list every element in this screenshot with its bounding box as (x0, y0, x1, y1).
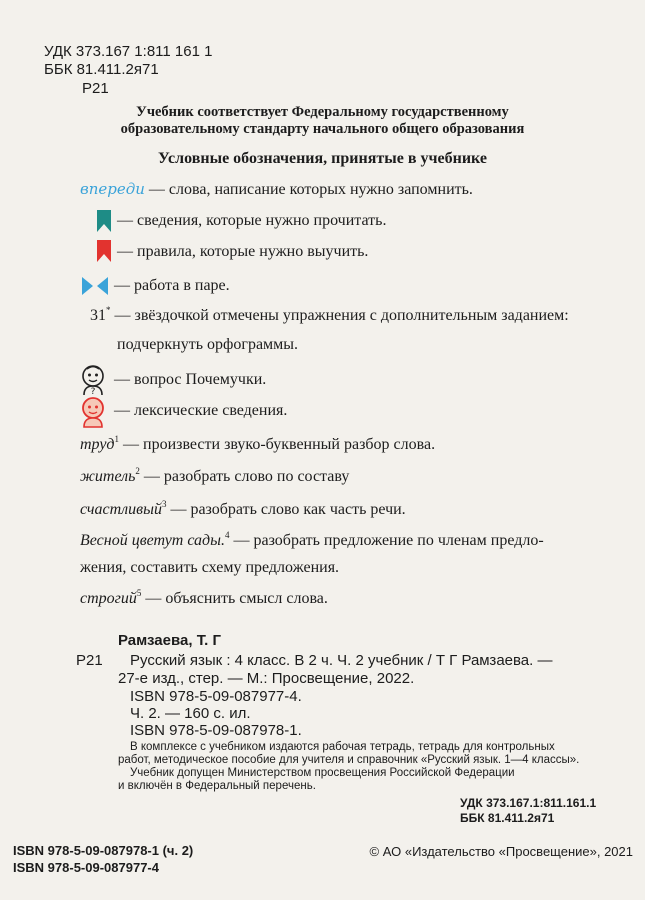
catalog-note-3: Учебник допущен Министерством просвещения Российской Федерации (130, 767, 515, 779)
sample-word-schastlivy: счастливый (80, 501, 162, 518)
index-mark: 2 (135, 466, 140, 476)
legend-text-star-continued: подчеркнуть орфограммы. (117, 336, 299, 353)
legend-text-question: — вопрос Почемучки. (114, 371, 267, 388)
legend-row-meaning (80, 590, 328, 608)
legend-text: — объяснить смысл слова. (145, 590, 328, 607)
sample-word-strogiy: строгий (80, 590, 137, 607)
star-mark: * (106, 305, 111, 315)
legend-row-part-of-speech (80, 501, 406, 519)
catalog-note-2: работ, методическое пособие для учителя и справочник «Русский язык. 1—4 классы». (118, 754, 580, 766)
sample-word-trud: труд (80, 436, 115, 453)
footer-isbn-set: ISBN 978-5-09-087977-4 (13, 860, 159, 875)
index-mark: 5 (136, 588, 142, 598)
legend-text-read: — сведения, которые нужно прочитать. (117, 212, 387, 229)
catalog-author: Рамзаева, Т. Г (118, 632, 222, 649)
sample-word-vperedi: впереди (80, 180, 145, 198)
standard-line-2: образовательному стандарту начального общего образования (120, 121, 525, 137)
pochemuchka-question-icon (76, 362, 110, 396)
legend-text: — произвести звуко-буквенный разбор слова. (123, 436, 436, 453)
catalog-line-1: Русский язык : 4 класс. В 2 ч. Ч. 2 учебник / Т Г Рамзаева. — (130, 652, 553, 669)
footer-udk: УДК 373.167.1:811.161.1 (460, 796, 597, 810)
legend-text-sentence-continued: жения, составить схему предложения. (80, 559, 340, 576)
catalog-code: Р21 (76, 652, 103, 669)
bbk-code: ББК 81.411.2я71 (44, 61, 159, 78)
legend-text: — слова, написание которых нужно запомнить. (148, 181, 473, 198)
legend-text: — звёздочкой отмечены упражнения с дополнительным заданием: (114, 307, 569, 324)
legend-text-learn: — правила, которые нужно выучить. (117, 243, 369, 260)
index-mark: 1 (114, 434, 119, 444)
author-code: Р21 (82, 80, 109, 97)
svg-text:?: ? (90, 387, 96, 396)
legend-row-sentence (80, 532, 544, 550)
legend-title: Условные обозначения, принятые в учебнике (158, 150, 487, 167)
legend-text: — разобрать слово как часть речи. (170, 501, 406, 518)
catalog-note-1: В комплексе с учебником издаются рабочая тетрадь, тетрадь для контрольных (130, 741, 555, 753)
sample-word-zhitel: житель (80, 468, 136, 485)
legend-row-star (90, 307, 569, 325)
legend-text-pair: — работа в паре. (114, 277, 230, 294)
legend-text-lexical: — лексические сведения. (114, 402, 288, 419)
legend-row-phonetic (80, 436, 435, 454)
udk-code: УДК 373.167 1:811 161 1 (44, 43, 213, 60)
legend-row-composition (80, 468, 349, 486)
legend-text: — разобрать предложение по членам предло- (233, 532, 544, 549)
pair-work-icon (82, 277, 108, 295)
footer-bbk: ББК 81.411.2я71 (460, 811, 555, 825)
catalog-line-2: 27-е изд., стер. — М.: Просвещение, 2022. (118, 670, 415, 687)
catalog-line-4: Ч. 2. — 160 с. ил. (130, 705, 251, 722)
catalog-line-3: ISBN 978-5-09-087977-4. (130, 688, 302, 705)
legend-text: — разобрать слово по составу (143, 468, 350, 485)
legend-row-remember (80, 180, 473, 199)
red-bookmark-icon (97, 240, 111, 262)
index-mark: 4 (224, 530, 230, 540)
index-mark: 3 (161, 499, 167, 509)
standard-line-1: Учебник соответствует Федеральному государственному (136, 104, 509, 120)
footer-isbn-part2: ISBN 978-5-09-087978-1 (ч. 2) (13, 843, 194, 858)
teal-bookmark-icon (97, 210, 111, 232)
sample-sentence: Весной цветут сады. (80, 532, 225, 549)
exercise-number: 31 (90, 307, 106, 324)
catalog-line-5: ISBN 978-5-09-087978-1. (130, 722, 302, 739)
footer-copyright: © АО «Издательство «Просвещение», 2021 (369, 844, 633, 859)
catalog-note-4: и включён в Федеральный перечень. (118, 780, 316, 792)
lexical-info-icon (76, 394, 110, 428)
